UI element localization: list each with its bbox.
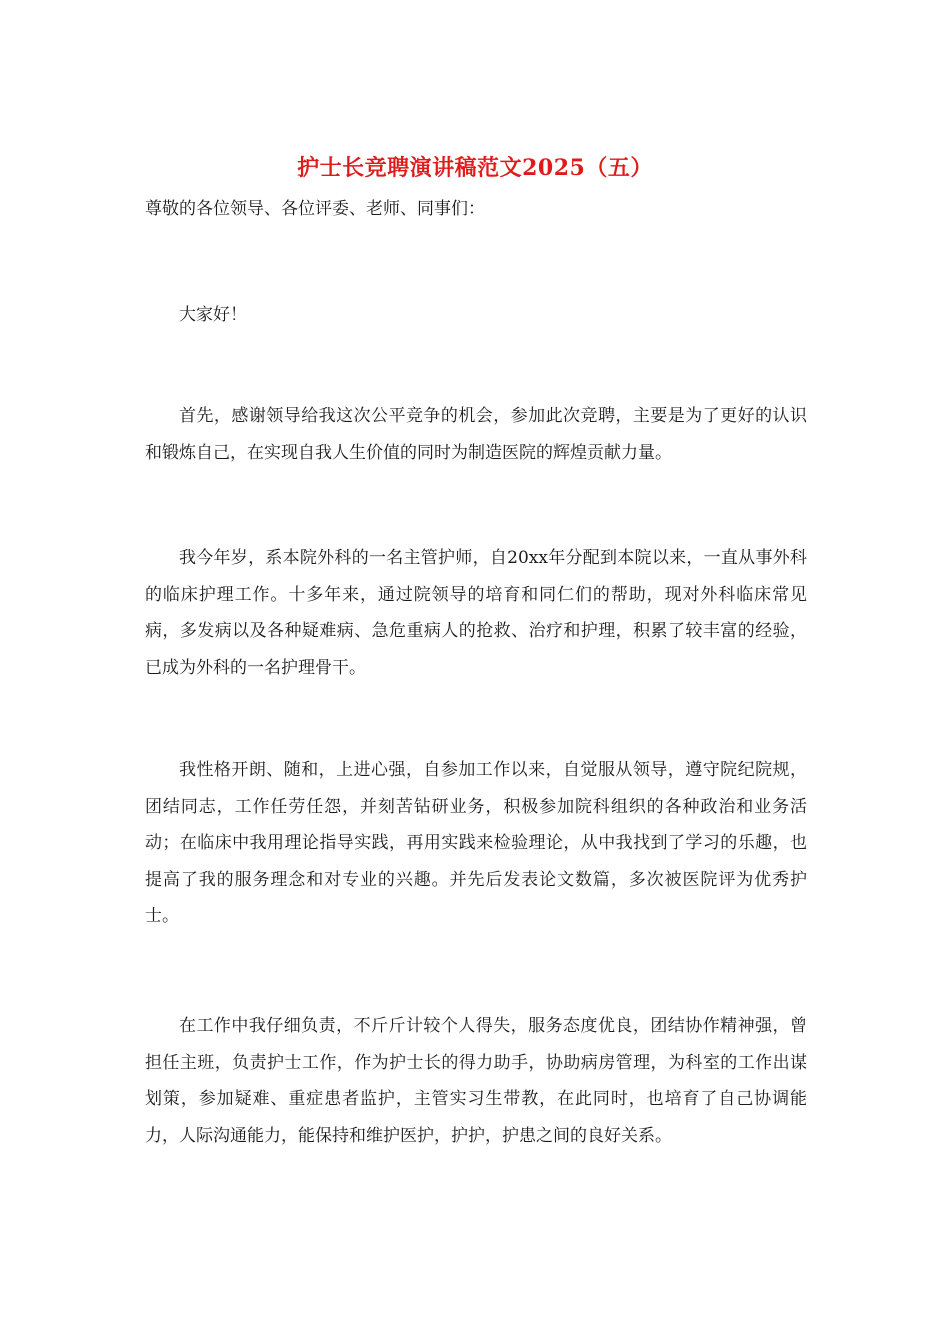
paragraph-background: 我今年岁，系本院外科的一名主管护师，自20xx年分配到本院以来，一直从事外科的临床护理工作。十多年来，通过院领导的培育和同仁们的帮助，现对外科临床常见病，多发病以及各种疑难病、急危重病人的抢救、治疗和护理，积累了较丰富的经验，已成为外科的一名护理骨干。 (145, 548, 807, 678)
paragraph-thanks: 首先，感谢领导给我这次公平竞争的机会，参加此次竞聘，主要是为了更好的认识和锻炼自己，在实现自我人生价值的同时为制造医院的辉煌贡献力量。 (145, 406, 807, 463)
document-title: 护士长竞聘演讲稿范文2025（五） (297, 155, 653, 181)
salutation: 尊敬的各位领导、各位评委、老师、同事们： (145, 199, 485, 219)
paragraph-work-attitude: 在工作中我仔细负责，不斤斤计较个人得失，服务态度优良，团结协作精神强，曾担任主班，负责护士工作，作为护士长的得力助手，协助病房管理，为科室的工作出谋划策，参加疑难、重症患者监护，主管实习生带教，在此同时，也培育了自己协调能力，人际沟通能力，能保持和维护医护，护护，护患之间的良好关系。 (145, 1016, 807, 1146)
paragraph-character: 我性格开朗、随和，上进心强，自参加工作以来，自觉服从领导，遵守院纪院规，团结同志，工作任劳任怨，并刻苦钻研业务，积极参加院科组织的各种政治和业务活动；在临床中我用理论指导实践，再用实践来检验理论，从中我找到了学习的乐趣，也提高了我的服务理念和对专业的兴趣。并先后发表论文数篇，多次被医院评为优秀护士。 (145, 760, 807, 926)
paragraph-greeting: 大家好！ (179, 305, 247, 325)
